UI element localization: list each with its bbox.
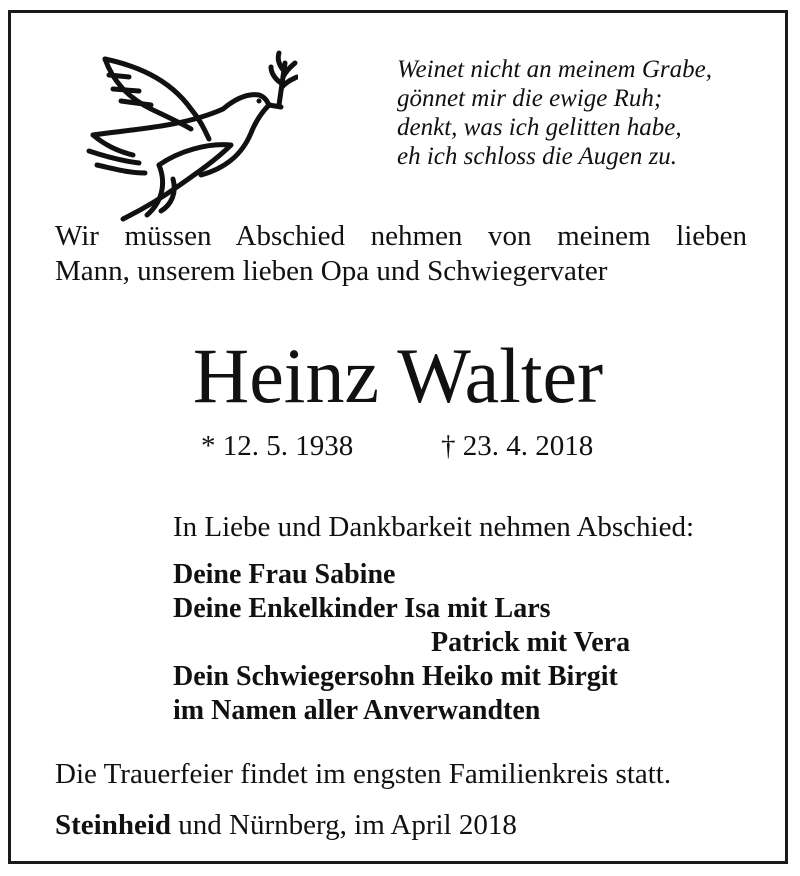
deceased-name: Heinz Walter: [192, 332, 604, 419]
mourner: Deine Enkelkinder Isa mit Lars: [173, 593, 551, 624]
obituary-notice: [8, 10, 788, 864]
death-date: † 23. 4. 2018: [441, 430, 594, 462]
place-town: Steinheid: [55, 809, 172, 841]
birth-date: * 12. 5. 1938: [201, 430, 354, 462]
poem-line: denkt, was ich gelitten habe,: [397, 114, 682, 141]
intro-text: [55, 219, 747, 289]
mourner: im Namen aller Anverwandten: [173, 695, 541, 726]
poem-line: Weinet nicht an meinem Grabe,: [397, 56, 712, 83]
mourner: Patrick mit Vera: [431, 627, 631, 658]
place-date: [55, 808, 517, 842]
farewell-line: In Liebe und Dankbarkeit nehmen Abschied:: [173, 511, 695, 543]
mourner: Deine Frau Sabine: [173, 559, 396, 590]
poem: [397, 55, 767, 171]
place-rest: und Nürnberg, im April 2018: [171, 809, 517, 841]
mourners-list: [173, 558, 630, 728]
service-note: Die Trauerfeier findet im engsten Familienkreis statt.: [55, 758, 672, 790]
intro-line: Wir müssen Abschied nehmen von meinem lieben: [55, 220, 747, 252]
intro-line: Mann, unserem lieben Opa und Schwiegervater: [55, 255, 608, 287]
dove-icon: [73, 47, 298, 225]
poem-line: eh ich schloss die Augen zu.: [397, 143, 678, 170]
poem-line: gönnet mir die ewige Ruh;: [397, 85, 663, 112]
mourner: Dein Schwiegersohn Heiko mit Birgit: [173, 661, 618, 692]
